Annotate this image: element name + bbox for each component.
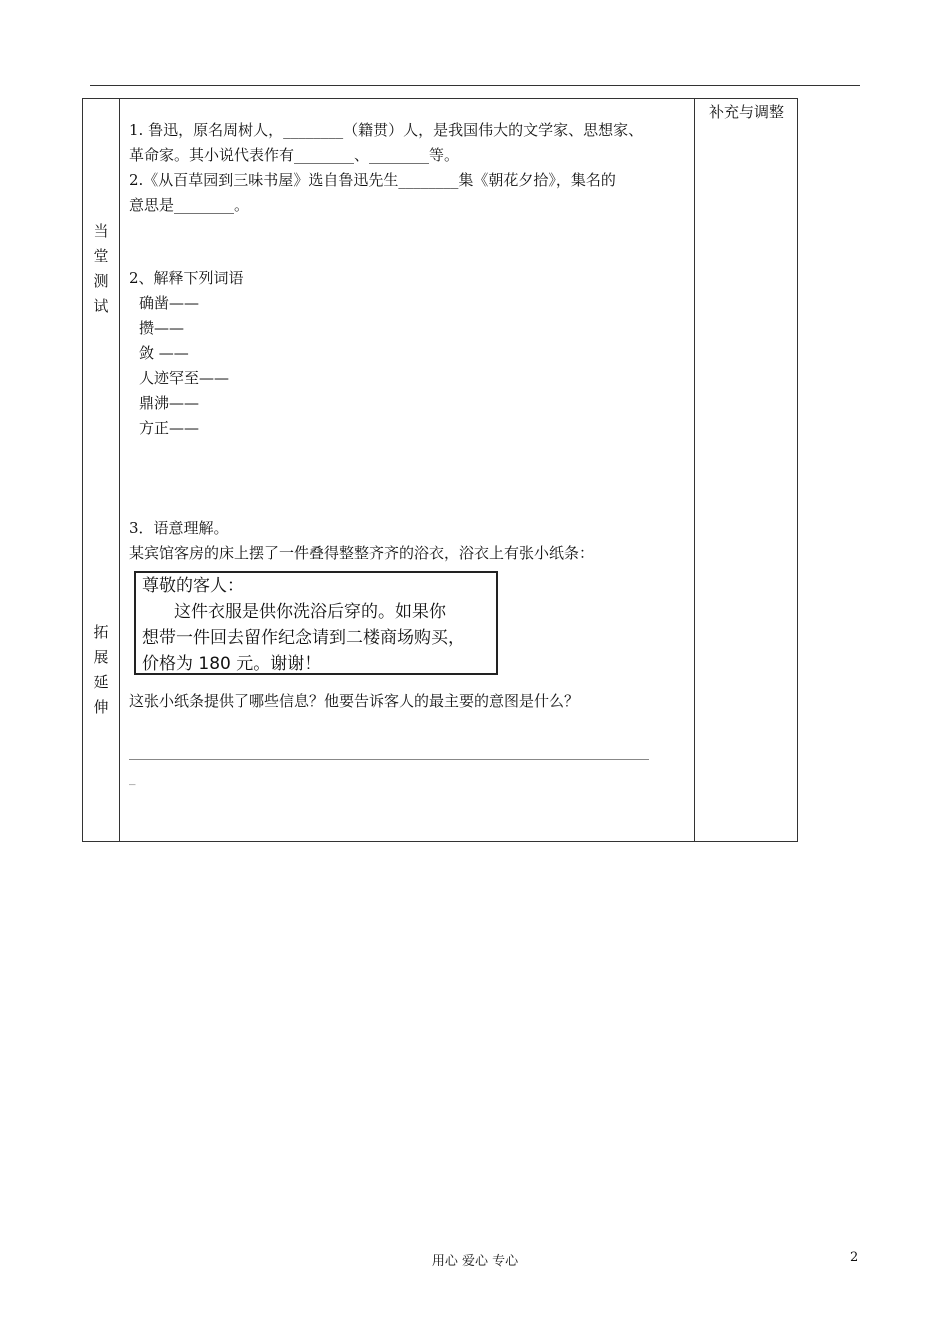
note-line: 想带一件回去留作纪念请到二楼商场购买， (142, 628, 465, 648)
vocab-item: 人迹罕至—— (139, 369, 230, 387)
section-label-in-class-test (83, 219, 119, 319)
note-greeting: 尊敬的客人： (142, 576, 244, 596)
label-char: 测 (93, 272, 109, 290)
section-label-extension (83, 620, 119, 720)
vocab-item: 确凿—— (139, 294, 200, 312)
vocab-item: 鼎沸—— (139, 394, 200, 412)
worksheet-table (82, 98, 798, 842)
label-char: 伸 (93, 698, 109, 716)
vocab-item: 方正—— (139, 419, 200, 437)
side-column-header: 补充与调整 (708, 103, 784, 121)
question-2-line-2: 意思是________。 (129, 196, 250, 214)
label-char: 拓 (93, 623, 109, 641)
label-char: 延 (93, 673, 109, 691)
note-line: 价格为 180 元。谢谢！ (142, 654, 322, 674)
vocab-item: 敛 —— (139, 344, 189, 362)
question-1-line-2: 革命家。其小说代表作有________、________等。 (129, 146, 460, 164)
question-2-line-1: 2.《从百草园到三味书屋》选自鲁迅先生________集《朝花夕拾》，集名的 (129, 171, 616, 189)
label-char: 试 (93, 297, 109, 315)
label-char: 堂 (93, 247, 109, 265)
question-3-title: 3．语意理解。 (129, 519, 229, 537)
footer-motto: 用心 爱心 专心 (431, 1254, 519, 1269)
question-1-line-1: 1. 鲁迅，原名周树人，________（籍贯）人，是我国伟大的文学家、思想家、 (129, 121, 644, 139)
answer-dash: _ (129, 771, 136, 786)
header-rule (90, 85, 860, 86)
hotel-note-box (134, 571, 498, 675)
note-line: 这件衣服是供你洗浴后穿的。如果你 (174, 602, 446, 622)
question-3-intro: 某宾馆客房的床上摆了一件叠得整整齐齐的浴衣，浴衣上有张小纸条： (129, 544, 595, 562)
label-char: 当 (93, 222, 109, 240)
vocab-item: 攒—— (139, 319, 185, 337)
column-divider (119, 99, 120, 841)
question-3-prompt: 这张小纸条提供了哪些信息？他要告诉客人的最主要的意图是什么？ (129, 692, 580, 710)
page-number: 2 (850, 1250, 859, 1265)
column-divider (694, 99, 695, 841)
vocab-section-title: 2、解释下列词语 (129, 269, 244, 287)
answer-line (129, 759, 649, 760)
label-char: 展 (93, 648, 109, 666)
